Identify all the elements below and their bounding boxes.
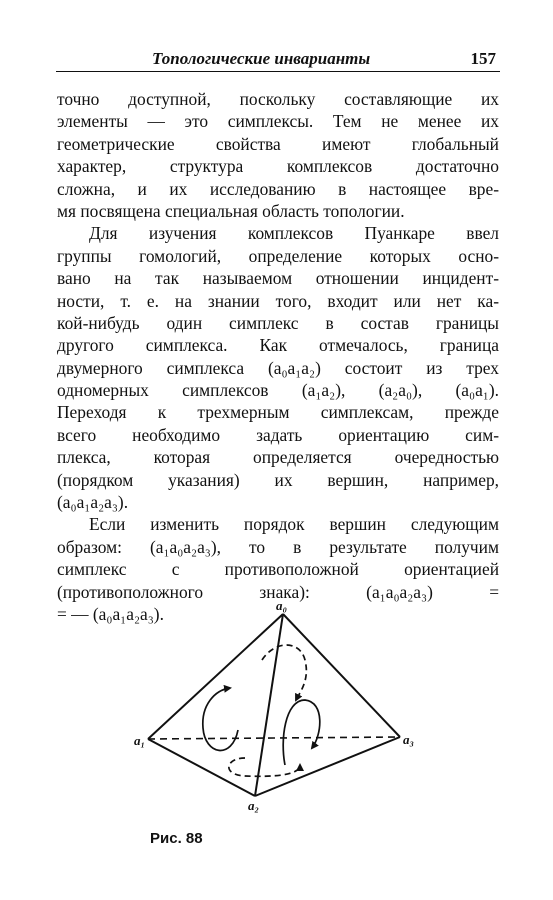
edge-a0-a2: [255, 614, 283, 796]
text-line: (противоположного знака): (a₁a₀a₂a₃) =: [57, 581, 499, 602]
text-line: образом: (a₁a₀a₂a₃), то в результате получим: [57, 536, 499, 557]
vertex-label-a2: a₂: [248, 798, 260, 813]
header-rule: [56, 71, 500, 72]
text-line: вано на так называемом отношении инцидент-: [57, 268, 499, 289]
vertex-label-a3: a₃: [403, 732, 415, 747]
text-line: всего необходимо задать ориентацию сим-: [57, 424, 499, 445]
text-line: сложна, и их исследованию в настоящее вре-: [57, 178, 499, 199]
edge-a2-a3: [255, 737, 400, 796]
text-line: одномерных симплексов (a₁a₂), (a₂a₀), (a₀a₁).: [57, 380, 499, 401]
text-line: Для изучения комплексов Пуанкаре ввел: [89, 223, 499, 244]
text-line: ности, т. е. на знании того, входит или нет ка-: [57, 290, 499, 311]
body-text: [57, 88, 499, 625]
text-line: Если изменить порядок вершин следующим: [89, 514, 499, 535]
text-line: точно доступной, поскольку составляющие их: [57, 89, 499, 109]
hidden-edge-a1-a3: [148, 737, 400, 739]
text-line: (порядком указания) их вершин, например,: [57, 469, 499, 490]
text-line: = — (a₀a₁a₂a₃).: [57, 603, 164, 624]
vertex-label-a1: a₁: [134, 733, 146, 748]
text-line: мя посвящена специальная область топологии.: [57, 200, 405, 221]
edge-a1-a2: [148, 739, 255, 796]
text-line: геометрические свойства имеют глобальный: [57, 133, 499, 154]
running-title: Топологические инварианты: [152, 49, 371, 68]
text-line: симплекс с противоположной ориентацией: [57, 559, 499, 580]
orientation-arrow-bottom: [229, 758, 300, 776]
page-number: 157: [470, 49, 496, 68]
text-line: другого симплекса. Как отмечалось, граница: [57, 335, 499, 356]
text-line: группы гомологий, определение которых осно-: [57, 245, 499, 266]
figure-caption: Рис. 88: [150, 830, 203, 847]
running-header: [56, 47, 500, 71]
text-line: двумерного симплекса (a₀a₁a₂) состоит из трех: [57, 357, 499, 378]
orientation-arrow-right: [283, 700, 320, 765]
text-line: плекса, которая определяется очередностью: [57, 447, 499, 468]
text-line: кой-нибудь один симплекс в состав границы: [57, 312, 499, 333]
text-line: характер, структура комплексов достаточно: [57, 156, 499, 177]
text-line: элементы — это симплексы. Тем не менее их: [57, 111, 499, 132]
vertex-label-a0: a₀: [276, 598, 288, 613]
text-line: Переходя к трехмерным симплексам, прежде: [57, 402, 499, 423]
edge-a0-a1: [148, 614, 283, 739]
orientation-arrow-top: [262, 645, 306, 700]
edge-a0-a3: [283, 614, 400, 737]
orientation-arrow-left: [203, 688, 238, 750]
text-line: (a₀a₁a₂a₃).: [57, 492, 129, 513]
